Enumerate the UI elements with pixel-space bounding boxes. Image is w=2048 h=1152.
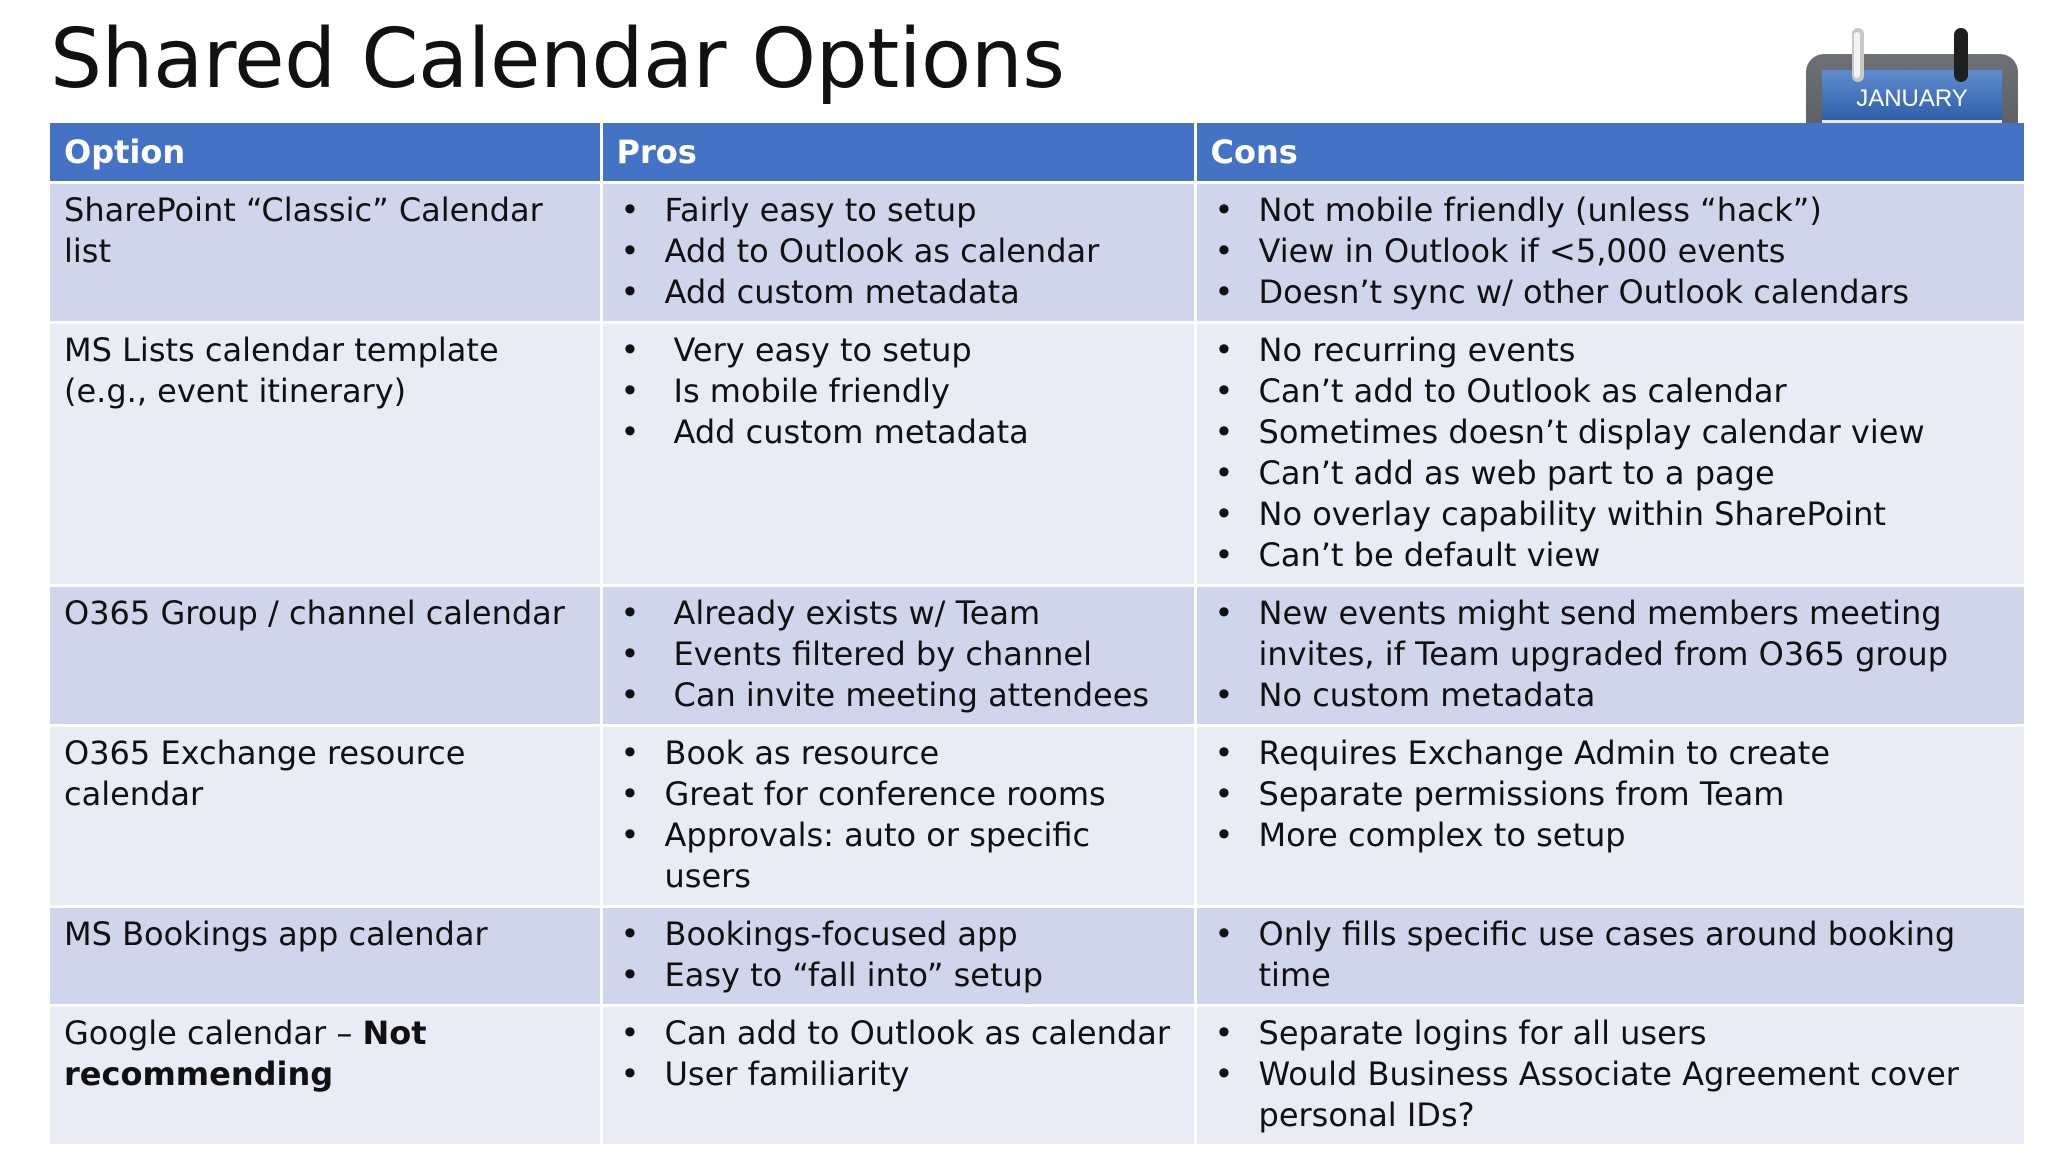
con-item: • View in Outlook if <5,000 events [1211, 231, 2011, 272]
con-item: • Can’t add as web part to a page [1211, 453, 2011, 494]
table-row [50, 586, 2024, 726]
option-cell: O365 Group / channel calendar [50, 586, 601, 726]
pros-cell [601, 183, 1195, 323]
cons-cell [1195, 586, 2024, 726]
con-item: • No overlay capability within SharePoint [1211, 494, 2011, 535]
con-item: • Sometimes doesn’t display calendar view [1211, 412, 2011, 453]
not-recommending-label: Not recommending [64, 1014, 427, 1093]
cons-cell [1195, 183, 2024, 323]
con-item: • New events might send members meeting invites, if Team upgraded from O365 group [1211, 593, 2011, 675]
con-item: • Requires Exchange Admin to create [1211, 733, 2011, 774]
con-item: • Only fills specific use cases around booking time [1211, 914, 2011, 996]
pro-item: • Can add to Outlook as calendar [617, 1013, 1180, 1054]
calendar-icon-month: JANUARY [1856, 85, 1968, 112]
cons-cell [1195, 323, 2024, 586]
header-pros: Pros [601, 123, 1195, 183]
pros-cell [601, 1006, 1195, 1146]
pro-item: • Great for conference rooms [617, 774, 1180, 815]
option-text: Google calendar – [64, 1014, 363, 1052]
table-row [50, 726, 2024, 907]
pro-item: • Book as resource [617, 733, 1180, 774]
con-item: • Can’t be default view [1211, 535, 2011, 576]
table-row [50, 183, 2024, 323]
option-cell [50, 1006, 601, 1146]
cons-cell [1195, 907, 2024, 1006]
slide-title: Shared Calendar Options [50, 12, 1065, 107]
pro-item: • Already exists w/ Team [617, 593, 1180, 634]
table-row [50, 907, 2024, 1006]
con-item: • Would Business Associate Agreement cover personal IDs? [1211, 1054, 2011, 1136]
con-item: • More complex to setup [1211, 815, 2011, 856]
pros-cell [601, 586, 1195, 726]
pros-cell [601, 726, 1195, 907]
pros-cell [601, 907, 1195, 1006]
con-item: • Not mobile friendly (unless “hack”) [1211, 190, 2011, 231]
pro-item: • Add custom metadata [617, 412, 1180, 453]
option-cell: MS Lists calendar template (e.g., event itinerary) [50, 323, 601, 586]
con-item: • Separate permissions from Team [1211, 774, 2011, 815]
con-item: • Doesn’t sync w/ other Outlook calendars [1211, 272, 2011, 313]
header-option: Option [50, 123, 601, 183]
table-header-row [50, 123, 2024, 183]
pro-item: • Events filtered by channel [617, 634, 1180, 675]
con-item: • No recurring events [1211, 330, 2011, 371]
option-cell: O365 Exchange resource calendar [50, 726, 601, 907]
pro-item: • Add custom metadata [617, 272, 1180, 313]
pro-item: • Fairly easy to setup [617, 190, 1180, 231]
pro-item: • Very easy to setup [617, 330, 1180, 371]
pro-item: • Bookings-focused app [617, 914, 1180, 955]
pro-item: • User familiarity [617, 1054, 1180, 1095]
pro-item: • Add to Outlook as calendar [617, 231, 1180, 272]
option-cell: SharePoint “Classic” Calendar list [50, 183, 601, 323]
con-item: • Can’t add to Outlook as calendar [1211, 371, 2011, 412]
cons-cell [1195, 1006, 2024, 1146]
pro-item: • Is mobile friendly [617, 371, 1180, 412]
con-item: • No custom metadata [1211, 675, 2011, 716]
header-cons: Cons [1195, 123, 2024, 183]
table-row [50, 323, 2024, 586]
con-item: • Separate logins for all users [1211, 1013, 2011, 1054]
cons-cell [1195, 726, 2024, 907]
options-table [50, 123, 2024, 1147]
pro-item: • Approvals: auto or specific users [617, 815, 1180, 897]
pros-cell [601, 323, 1195, 586]
pro-item: • Easy to “fall into” setup [617, 955, 1180, 996]
pro-item: • Can invite meeting attendees [617, 675, 1180, 716]
option-cell: MS Bookings app calendar [50, 907, 601, 1006]
table-row [50, 1006, 2024, 1146]
